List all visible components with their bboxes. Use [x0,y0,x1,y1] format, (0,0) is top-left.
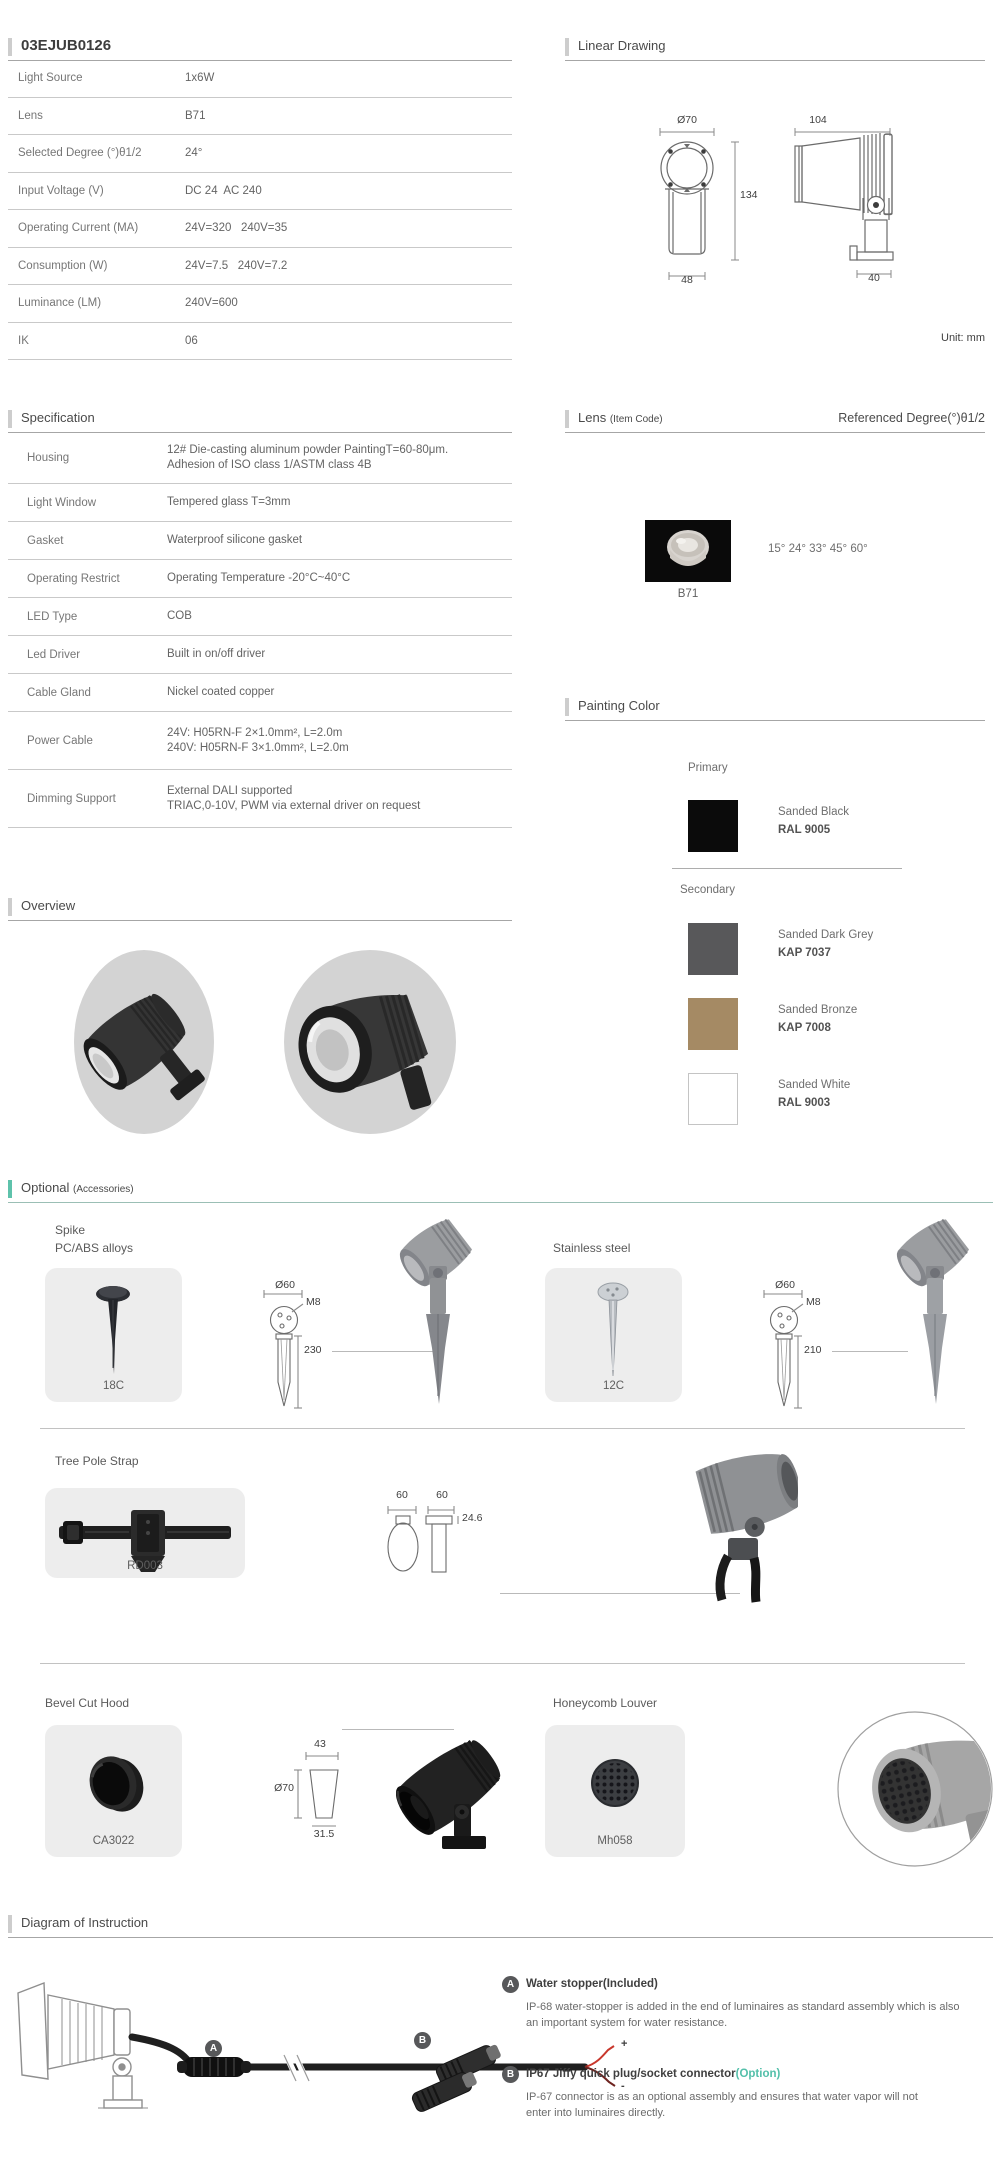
header-accent-bar [8,1915,12,1933]
row-label: Cable Gland [27,686,91,699]
louver-mh058-card [545,1725,685,1857]
row-label: IK [18,334,29,347]
row-label: Luminance (LM) [18,297,102,310]
note-badge-a: A [502,1976,519,1993]
dim-side-base: 40 [868,272,880,284]
row-label: LED Type [27,610,78,623]
row-label: Light Window [27,496,97,509]
strap-drawing [382,1488,482,1580]
table-row [8,522,512,560]
strap-rd003-card [45,1488,245,1578]
table-row [8,432,512,484]
unit-note: Unit: mm [941,332,985,344]
table-row [8,674,512,712]
overview-photo-1 [74,949,214,1135]
instruction-header [8,1915,993,1938]
row-value: 24V=7.5 240V=7.2 [185,259,288,272]
overview-header [8,898,512,921]
stainless-steel-label: Stainless steel [553,1241,631,1255]
row-value: Waterproof silicone gasket [167,534,303,547]
section-title: Overview [21,898,76,913]
product-code [21,38,111,54]
connector-heading: IP67 Jiffy quick plug/socket connector(Option) [526,2068,781,2080]
section-title: Diagram of Instruction [21,1915,149,1930]
swatch-sanded-bronze [688,998,738,1050]
swatch-code: RAL 9005 [778,824,831,836]
dim-hood-top: 43 [314,1738,326,1750]
section-title: Linear Drawing [578,38,666,53]
swatch-name: Sanded Dark Grey [778,929,874,941]
linear-drawing [560,68,1000,293]
item-code: Mh058 [597,1835,633,1847]
linear-drawing-header [565,38,985,61]
dim-spike-thread: M8 [806,1296,821,1308]
dim-strap-height: 24.6 [462,1512,483,1524]
lens-item-code: B71 [677,588,699,600]
strap-product-photo [688,1446,798,1606]
specification-header [8,410,512,433]
row-value: Operating Temperature -20°C~40°C [167,572,351,585]
specification-table [8,432,512,828]
row-value: 1x6W [185,72,215,85]
swatch-name: Sanded White [778,1079,851,1091]
swatch-name: Sanded Black [778,806,849,818]
fixture-line-drawing [18,1983,148,2108]
row-value: B71 [185,109,206,122]
water-stopper-body: IP-68 water-stopper is added in the end of luminaires as standard assembly which is also an important system for water resistance. [526,2001,960,2029]
lens-header [565,410,985,433]
row-value: Tempered glass T=3mm [167,496,291,509]
primary-label: Primary [688,762,728,774]
diagram-badge-a: A [205,2040,222,2057]
row-value: COB [167,610,192,623]
table-row [8,323,512,361]
spike-18c-card [45,1268,182,1402]
dim-front-base: 48 [681,274,693,286]
side-view-drawing [795,128,893,278]
connector-body: IP-67 connector is as an optional assembly and ensures that water vapor will not enter into luminaires directly. [526,2091,918,2119]
table-row [8,60,512,98]
row-label: Consumption (W) [18,259,108,272]
note-badge-b: B [502,2066,519,2083]
row-value: External DALI supported TRIAC,0-10V, PWM via external driver on request [167,785,421,812]
row-value: 240V=600 [185,297,238,310]
section-title: Specification [21,410,95,425]
swatch-sanded-white [688,1073,738,1125]
table-row [8,636,512,674]
dim-strap-w2: 60 [436,1489,448,1501]
swatch-sanded-black [688,800,738,852]
row-value: 24° [185,147,203,160]
swatch-name: Sanded Bronze [778,1004,858,1016]
row-value: 24V=320 240V=35 [185,222,288,235]
item-code: CA3022 [92,1835,135,1847]
item-code: 12C [602,1380,625,1392]
spike-label: Spike PC/ABS alloys [55,1223,134,1255]
secondary-label: Secondary [680,884,735,896]
header-accent-bar [565,38,569,56]
table-row [8,135,512,173]
row-value: Nickel coated copper [167,686,275,699]
hood-ca3022-card [45,1725,182,1857]
row-label: Gasket [27,534,64,547]
product-header [8,38,512,61]
row-value: 06 [185,334,198,347]
dim-side-length: 104 [809,114,827,126]
water-stopper-heading: Water stopper(Included) [526,1978,658,1990]
section-title: Painting Color [578,698,660,713]
item-code: 18C [102,1380,125,1392]
optional-header [8,1180,993,1203]
table-row [8,712,512,770]
dim-hood-diameter: Ø70 [274,1782,294,1794]
row-label: Housing [27,451,70,464]
quick-spec-table [8,60,512,360]
table-row [8,598,512,636]
table-row [8,98,512,136]
overview-photo-2 [284,949,456,1135]
row-label: Operating Current (MA) [18,222,139,235]
front-view-drawing [660,128,739,280]
table-row [8,173,512,211]
swatch-sanded-dark-grey [688,923,738,975]
dim-height: 134 [740,189,758,201]
table-row [8,484,512,522]
row-label: Operating Restrict [27,572,120,585]
table-row [8,285,512,323]
table-row [8,248,512,286]
product-code-text: 03EJUB0126 [21,37,112,54]
dim-strap-w1: 60 [396,1489,408,1501]
table-row [8,210,512,248]
swatch-code: KAP 7008 [778,1022,831,1034]
positive-wire [585,2046,614,2067]
dim-spike-thread: M8 [306,1296,321,1308]
row-value: DC 24 AC 240 [185,184,262,197]
hood-product-photo [396,1708,531,1873]
minus-label: - [621,2080,625,2092]
painting-divider [672,868,902,869]
bevel-cut-hood-label: Bevel Cut Hood [45,1696,130,1710]
water-stopper [177,2057,251,2077]
header-accent-bar [8,898,12,916]
referenced-degree-label: Referenced Degree(°)θ1/2 [838,411,985,425]
plus-label: + [621,2038,628,2050]
row-label: Power Cable [27,734,93,747]
spike-12c-product-photo [896,1206,981,1411]
tree-pole-strap-label: Tree Pole Strap [55,1454,139,1468]
diagram-badge-b: B [414,2032,431,2049]
header-accent-bar [8,410,12,428]
dim-spike-length: 210 [804,1344,822,1356]
row-label: Input Voltage (V) [18,184,104,197]
row-label: Dimming Support [27,792,116,805]
swatch-code: KAP 7037 [778,947,831,959]
header-accent-bar [8,38,12,56]
header-accent-bar [8,1180,12,1198]
honeycomb-louver-label: Honeycomb Louver [553,1696,658,1710]
lens-photo [645,520,731,582]
section-title: Lens (Item Code) [578,410,663,425]
louver-product-photo [836,1710,994,1870]
row-value: 12# Die-casting aluminum powder PaintingT=60-80μm. Adhesion of ISO class 1/ASTM class 4B [167,444,449,471]
painting-color-header [565,698,985,721]
header-accent-bar [565,410,569,428]
dim-spike-diameter: Ø60 [775,1279,795,1291]
item-code: RD003 [127,1560,163,1572]
lens-degrees: 15° 24° 33° 45° 60° [768,543,868,555]
table-row [8,770,512,828]
row-value: Built in on/off driver [167,648,266,661]
optional-divider-1 [40,1428,965,1429]
row-label: Selected Degree (°)θ1/2 [18,147,142,160]
table-row [8,560,512,598]
row-label: Lens [18,109,43,122]
header-accent-bar [565,698,569,716]
dim-front-diameter: Ø70 [677,114,697,126]
spike-18c-product-photo [399,1206,484,1411]
row-value: 24V: H05RN-F 2×1.0mm², L=2.0m 240V: H05RN-F 3×1.0mm², L=2.0m [167,727,349,754]
dim-hood-bottom: 31.5 [313,1828,335,1840]
swatch-code: RAL 9003 [778,1097,831,1109]
section-title-suffix: (Item Code) [609,414,663,425]
section-title-suffix: (Accessories) [73,1184,134,1195]
row-label: Light Source [18,72,83,85]
dim-spike-diameter: Ø60 [275,1279,295,1291]
dim-spike-length: 230 [304,1344,322,1356]
row-label: Led Driver [27,648,81,661]
spike-12c-card [545,1268,682,1402]
section-title: Optional (Accessories) [21,1180,134,1195]
optional-divider-2 [40,1663,965,1664]
